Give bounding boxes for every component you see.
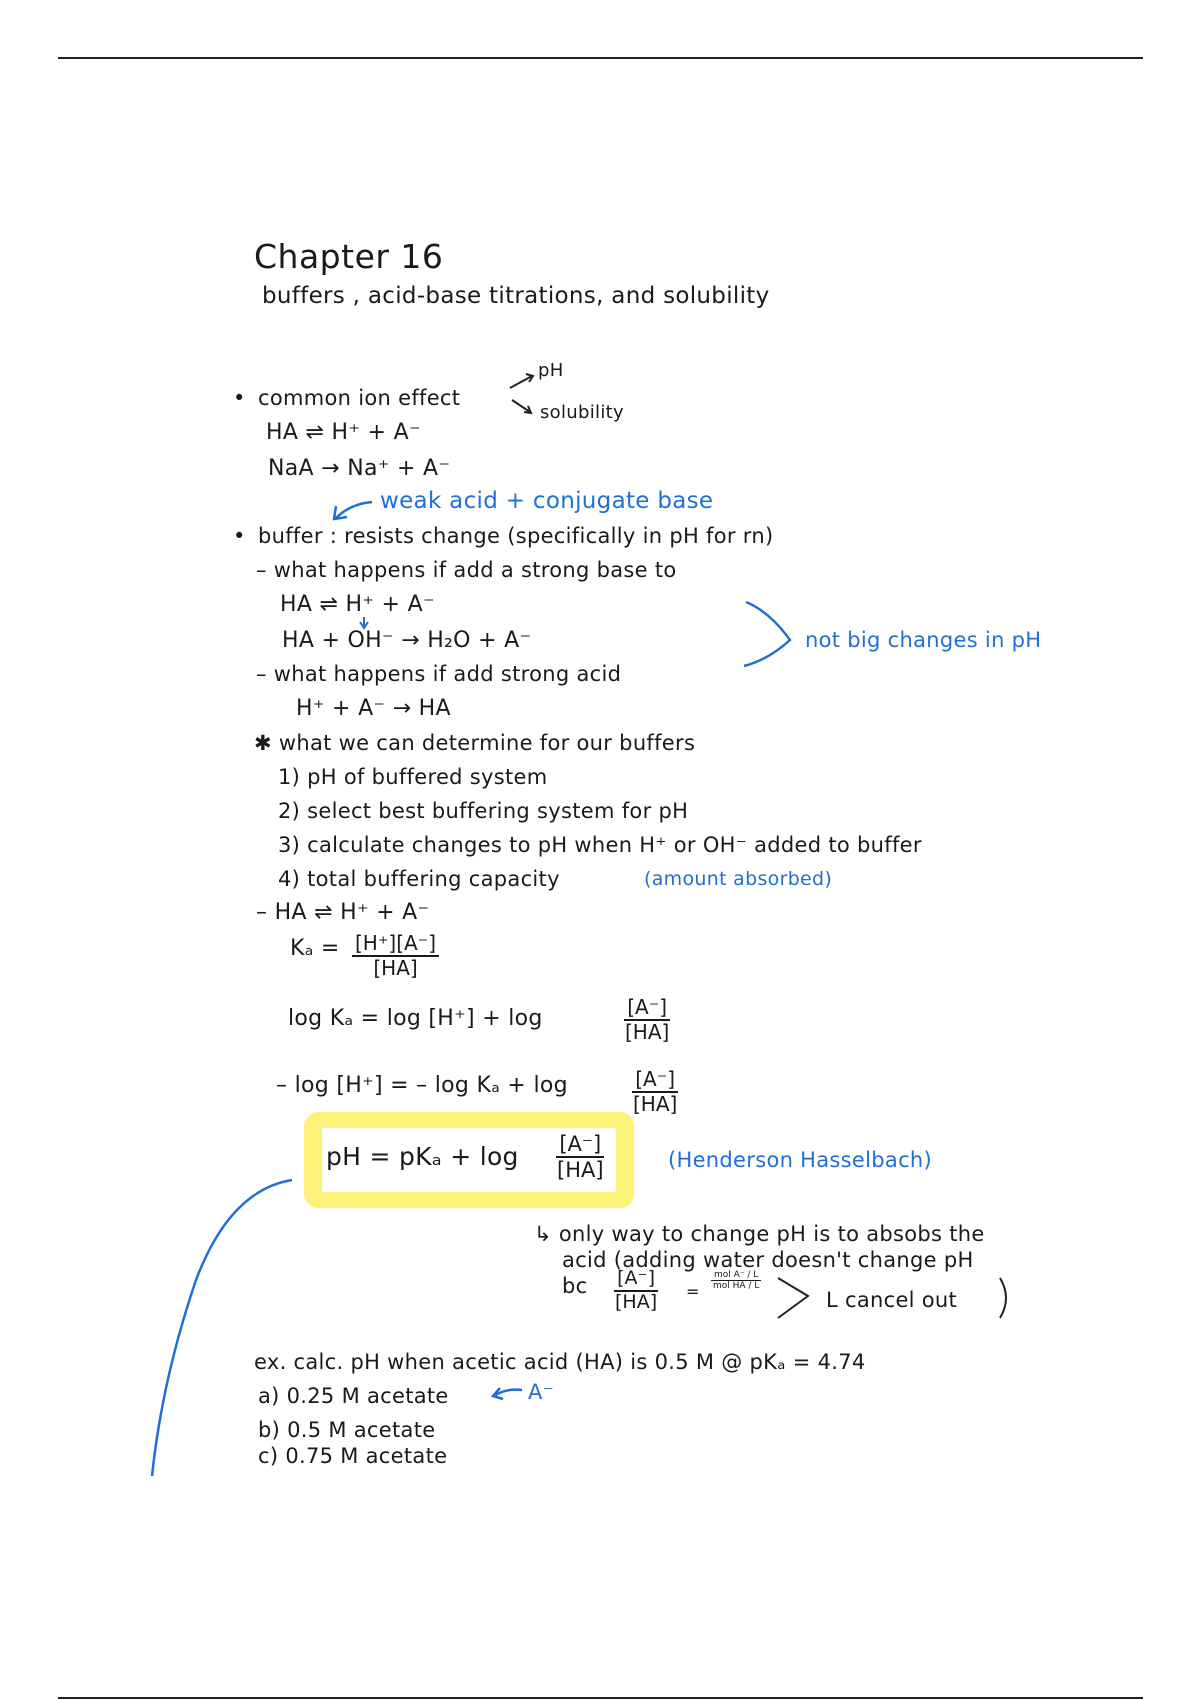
- example-b: b) 0.5 M acetate: [258, 1418, 436, 1442]
- note-close-paren-icon: [1000, 1278, 1006, 1318]
- hh-denominator: [HA]: [557, 1158, 604, 1183]
- determine-item-1: 1) pH of buffered system: [278, 765, 548, 789]
- log-denominator: [HA]: [625, 1020, 670, 1044]
- log-numerator: [A⁻]: [624, 996, 670, 1021]
- strong-base-question: – what happens if add a strong base to: [256, 558, 677, 582]
- ka-lhs: Kₐ =: [290, 936, 340, 961]
- note-fraction-1-num: [A⁻]: [614, 1268, 658, 1292]
- note-eq-sign: =: [686, 1282, 700, 1301]
- hh-name: (Henderson Hasselbach): [668, 1148, 933, 1172]
- branch-solubility: solubility: [540, 402, 624, 423]
- base-eq1: HA ⇌ H⁺ + A⁻: [280, 592, 435, 617]
- branch-ph: pH: [538, 360, 564, 381]
- brace-note: not big changes in pH: [805, 628, 1042, 652]
- common-ion-eq1: HA ⇌ H⁺ + A⁻: [266, 420, 421, 445]
- buffer-definition: buffer : resists change (specifically in pH for rn): [258, 524, 774, 548]
- note-fraction-1-den: [HA]: [615, 1290, 658, 1313]
- determine-header: ✱ what we can determine for our buffers: [254, 731, 696, 755]
- log-fraction: [622, 996, 672, 1044]
- strong-acid-question: – what happens if add strong acid: [256, 662, 622, 686]
- determine-item-4: 4) total buffering capacity: [278, 867, 560, 891]
- hh-fraction: [554, 1132, 607, 1182]
- determine-item-2: 2) select best buffering system for pH: [278, 799, 689, 823]
- top-rule: [58, 57, 1143, 59]
- common-ion-eq2: NaA → Na⁺ + A⁻: [268, 456, 451, 481]
- chapter-title: Chapter 16: [254, 237, 444, 276]
- buffer-pointer-arrow-icon: [336, 502, 372, 518]
- branch-arrow-ph-icon: [510, 376, 532, 388]
- base-eq2: HA + OH⁻ → H₂O + A⁻: [282, 628, 532, 653]
- note-cancel: L cancel out: [826, 1288, 958, 1312]
- bullet-buffer: •: [233, 524, 246, 548]
- example-prompt: ex. calc. pH when acetic acid (HA) is 0.5 M @ pKₐ = 4.74: [254, 1350, 866, 1374]
- bottom-rule: [58, 1697, 1143, 1699]
- neg-log-lhs: – log [H⁺] = – log Kₐ + log: [276, 1073, 568, 1098]
- note-line-1: ↳ only way to change pH is to absobs the: [534, 1222, 985, 1246]
- example-a-note: A⁻: [528, 1380, 555, 1404]
- brace-icon: [744, 602, 790, 666]
- example-a: a) 0.25 M acetate: [258, 1384, 449, 1408]
- buffer-note: weak acid + conjugate base: [380, 488, 714, 514]
- note-brace-icon: [778, 1278, 808, 1318]
- chapter-subtitle: buffers , acid-base titrations, and solubility: [262, 283, 770, 309]
- determine-item-4-note: (amount absorbed): [644, 868, 833, 890]
- acetate-arrow-icon: [494, 1390, 522, 1396]
- ka-fraction: [352, 932, 439, 980]
- acid-eq: H⁺ + A⁻ → HA: [296, 696, 451, 721]
- neg-log-fraction: [630, 1068, 680, 1116]
- note-line-3-prefix: bc: [562, 1274, 588, 1298]
- neg-log-denominator: [HA]: [633, 1092, 678, 1116]
- note-fraction-1: [612, 1268, 660, 1314]
- hh-lhs: pH = pKₐ + log: [326, 1142, 519, 1171]
- log-ka-lhs: log Kₐ = log [H⁺] + log: [288, 1006, 543, 1031]
- example-c: c) 0.75 M acetate: [258, 1444, 448, 1468]
- common-ion-label: common ion effect: [258, 386, 461, 410]
- hh-numerator: [A⁻]: [556, 1132, 604, 1158]
- ka-denominator: [HA]: [373, 956, 418, 980]
- determine-item-3: 3) calculate changes to pH when H⁺ or OH⁻ added to buffer: [278, 833, 922, 857]
- derivation-eq: – HA ⇌ H⁺ + A⁻: [256, 900, 430, 925]
- note-fraction-2-den: mol HA / L: [713, 1281, 760, 1292]
- branch-arrow-solubility-icon: [512, 400, 530, 412]
- note-fraction-2-num: mol A⁻ / L: [711, 1270, 761, 1281]
- ka-numerator: [H⁺][A⁻]: [352, 932, 439, 957]
- note-line-2: acid (adding water doesn't change pH: [562, 1248, 974, 1272]
- note-fraction-2: [710, 1270, 762, 1292]
- neg-log-numerator: [A⁻]: [632, 1068, 678, 1093]
- bullet-common-ion: •: [233, 386, 246, 410]
